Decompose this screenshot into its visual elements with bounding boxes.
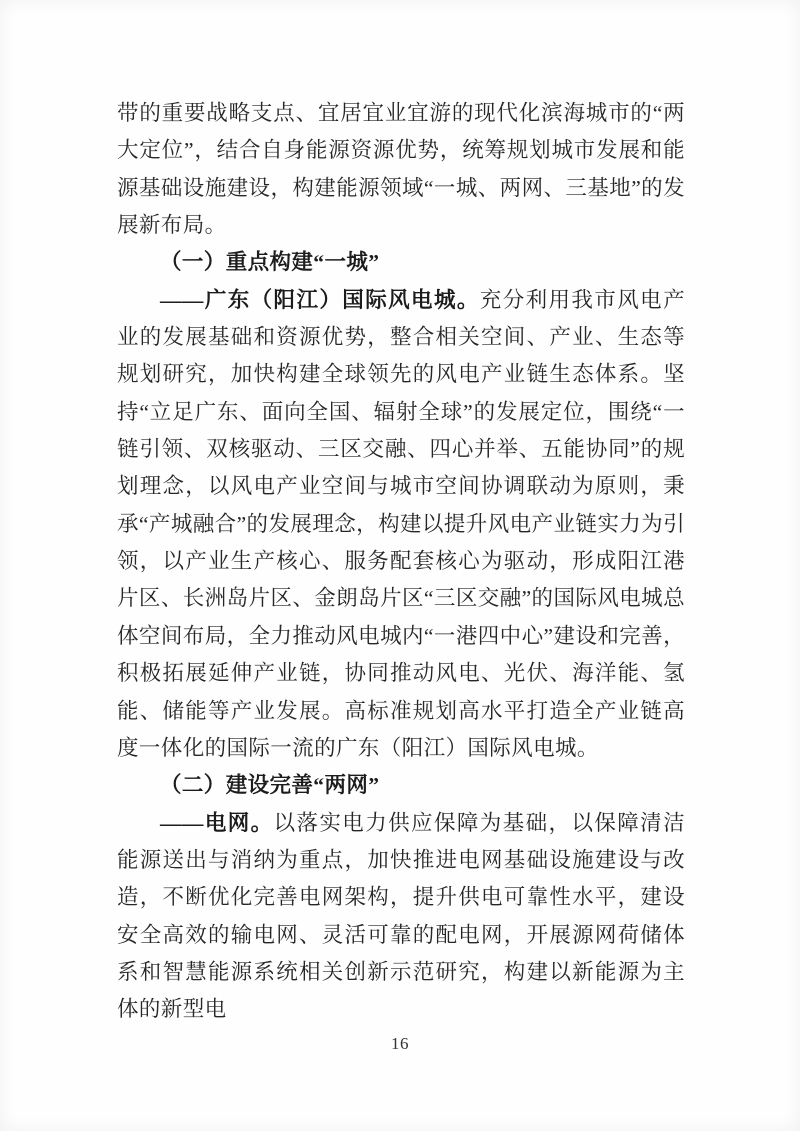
paragraph-continuation: 带的重要战略支点、宜居宜业宜游的现代化滨海城市的“两大定位”，结合自身能源资源优势，统筹规划城市发展和能源基础设施建设，构建能源领域“一城、两网、三基地”的发展新布局。 [117,101,685,238]
section-heading-two-grids: （二）建设完善“两网” [160,773,380,798]
paragraph-wind-city [117,282,685,767]
paragraph-power-grid-text: 以落实电力供应保障为基础，以保障清洁能源送出与消纳为重点，加快推进电网基础设施建设与改造，不断优化完善电网架构，提升供电可靠性水平，建设安全高效的输电网、灵活可靠的配电网，开展源网荷储体系和智慧能源系统相关创新示范研究，构建以新能源为主体的新型电 [117,810,685,1022]
paragraph-wind-city-lead: ——广东（阳江）国际风电城。 [160,287,480,312]
page-number: 16 [391,1034,409,1053]
document-body [117,95,685,1029]
section-heading-one-city: （一）重点构建“一城” [160,250,380,275]
paragraph-power-grid-lead: ——电网。 [160,810,274,835]
paragraph-power-grid [117,805,685,1029]
paragraph-wind-city-text: 充分利用我市风电产业的发展基础和资源优势，整合相关空间、产业、生态等规划研究，加快构建全球领先的风电产业链生态体系。坚持“立足广东、面向全国、辐射全球”的发展定位，围绕“一链引领、双核驱动、三区交融、四心并举、五能协同”的规划理念，以风电产业空间与城市空间协调联动为原则，秉承“产城融合”的发展理念，构建以提升风电产业链实力为引领，以产业生产核心、服务配套核心为驱动，形成阳江港片区、长洲岛片区、金朗岛片区“三区交融”的国际风电城总体空间布局，全力推动风电城内“一港四中心”建设和完善，积极拓展延伸产业链，协同推动风电、光伏、海洋能、氢能、储能等产业发展。高标准规划高水平打造全产业链高度一体化的国际一流的广东（阳江）国际风电城。 [117,287,685,760]
